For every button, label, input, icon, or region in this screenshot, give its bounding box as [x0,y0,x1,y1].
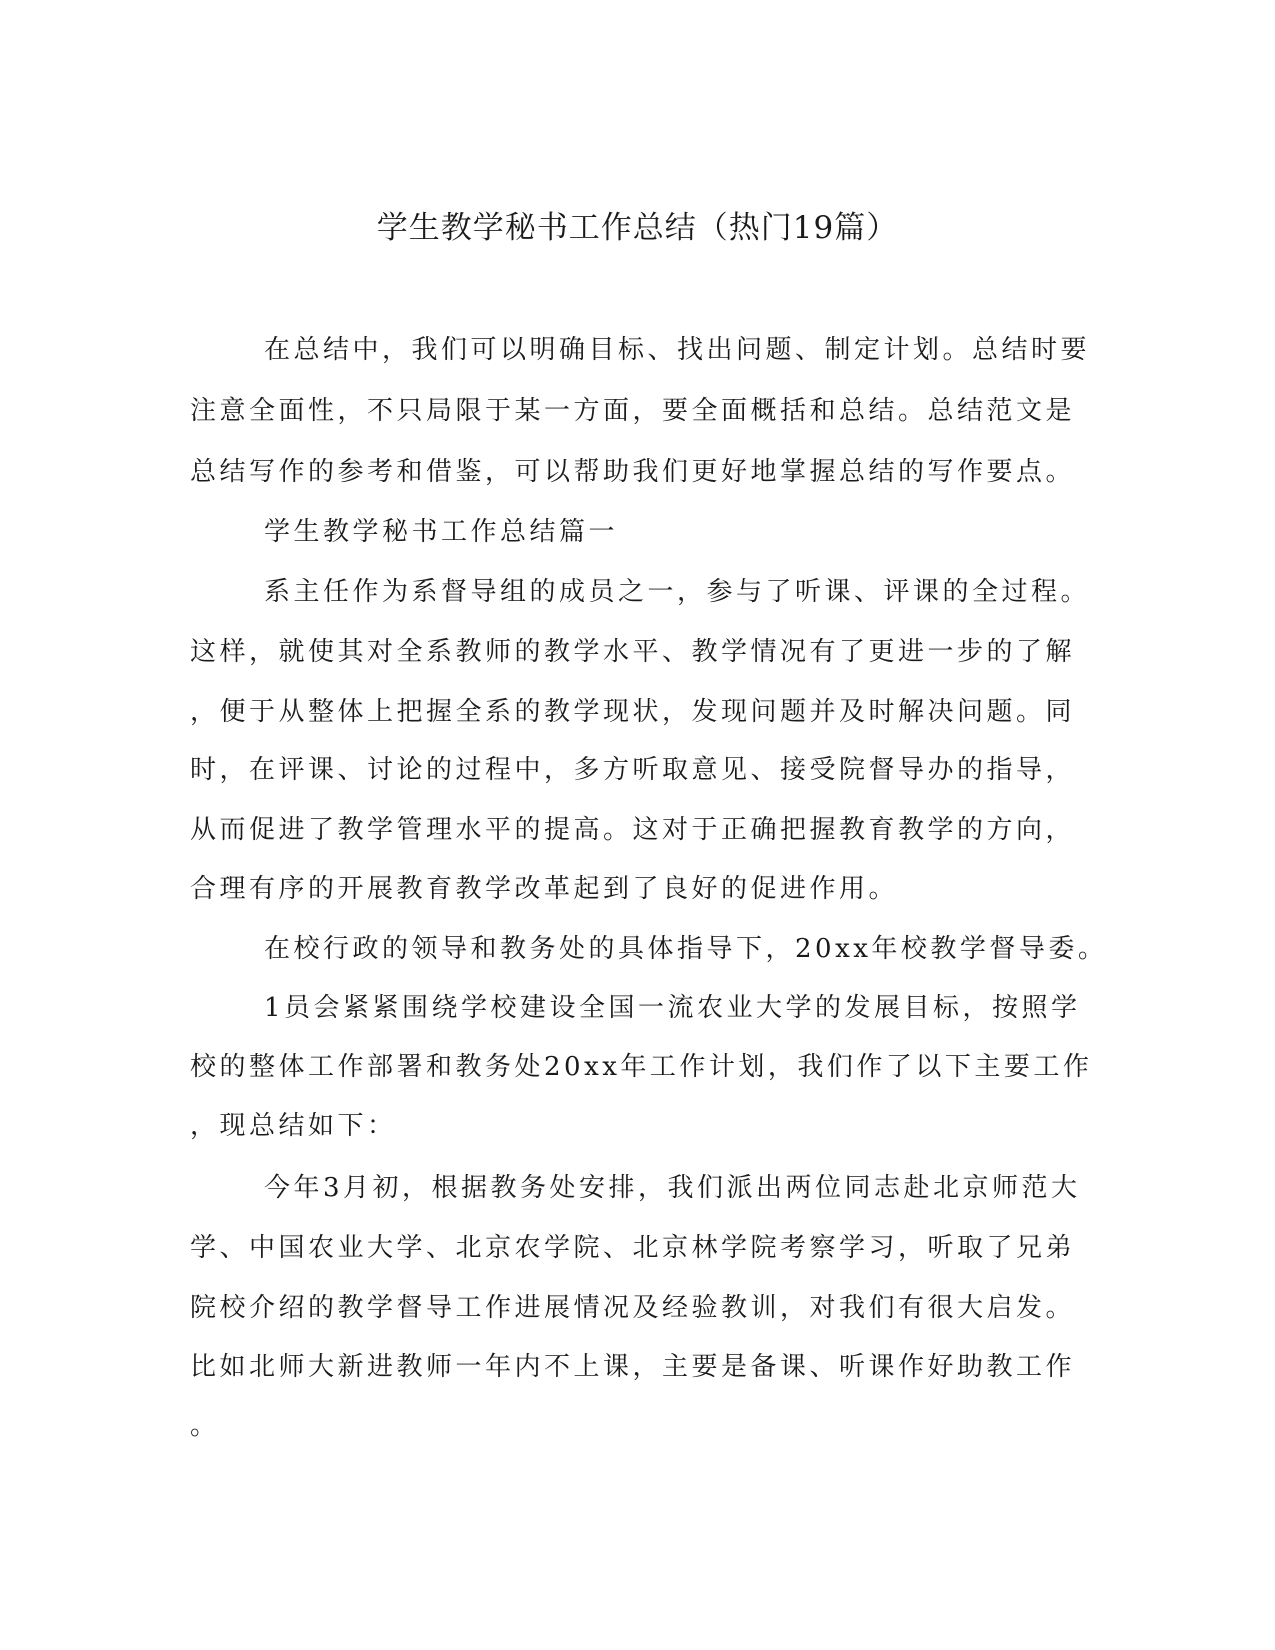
paragraph-line: 。 [190,1411,220,1441]
paragraph-line: ，现总结如下： [190,1111,397,1141]
paragraph-line: 合理有序的开展教育教学改革起到了良好的促进作用。 [190,874,899,904]
paragraph-line: 时，在评课、讨论的过程中，多方听取意见、接受院督导办的指导， [190,755,1076,785]
paragraph-line: 在校行政的领导和教务处的具体指导下，20xx年校教学督导委。 [264,934,1108,964]
paragraph-line: ，便于从整体上把握全系的教学现状，发现问题并及时解决问题。同 [190,697,1076,727]
paragraph-line: 注意全面性，不只局限于某一方面，要全面概括和总结。总结范文是 [190,396,1076,426]
paragraph-line: 在总结中，我们可以明确目标、找出问题、制定计划。总结时要 [264,335,1091,365]
paragraph-line: 从而促进了教学管理水平的提高。这对于正确把握教育教学的方向， [190,815,1076,845]
paragraph-line: 今年3月初，根据教务处安排，我们派出两位同志赴北京师范大 [264,1173,1081,1203]
paragraph-line: 系主任作为系督导组的成员之一，参与了听课、评课的全过程。 [264,577,1091,607]
paragraph-line: 总结写作的参考和借鉴，可以帮助我们更好地掌握总结的写作要点。 [190,457,1076,487]
paragraph-line: 校的整体工作部署和教务处20xx年工作计划，我们作了以下主要工作 [190,1052,1093,1082]
paragraph-line: 学、中国农业大学、北京农学院、北京林学院考察学习，听取了兄弟 [190,1233,1076,1263]
document-title: 学生教学秘书工作总结（热门19篇） [376,210,899,246]
paragraph-line: 院校介绍的教学督导工作进展情况及经验教训，对我们有很大启发。 [190,1293,1076,1323]
paragraph-line: 这样，就使其对全系教师的教学水平、教学情况有了更进一步的了解 [190,637,1076,667]
paragraph-line: 比如北师大新进教师一年内不上课，主要是备课、听课作好助教工作 [190,1352,1076,1382]
section-heading: 学生教学秘书工作总结篇一 [264,517,619,547]
paragraph-line: 1员会紧紧围绕学校建设全国一流农业大学的发展目标，按照学 [264,993,1081,1023]
